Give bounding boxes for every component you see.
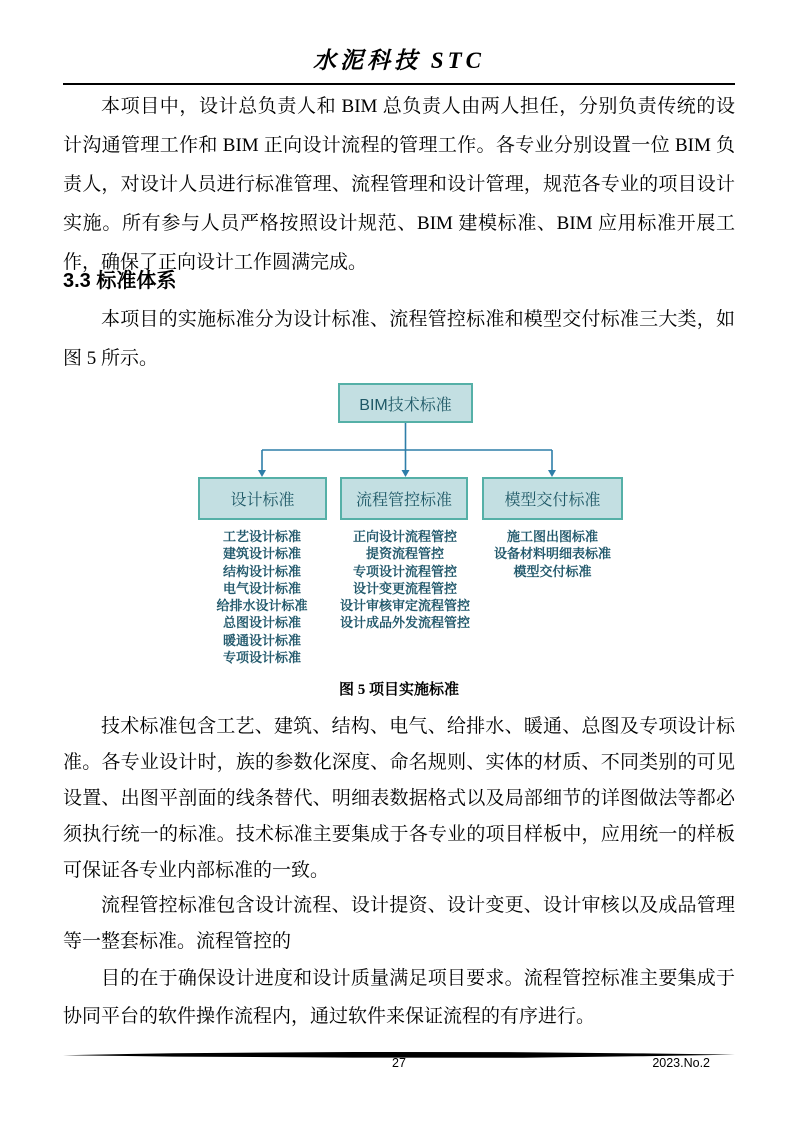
paragraph-process-purpose: 目的在于确保设计进度和设计质量满足项目要求。流程管控标准主要集成于协同平台的软件操作流程内，通过软件来保证流程的有序进行。 <box>63 968 735 1027</box>
issue-number: 2023.No.2 <box>652 1056 710 1070</box>
header-rule <box>63 83 735 85</box>
page-footer <box>63 1056 735 1076</box>
diagram-list-item: 结构设计标准 <box>222 563 301 579</box>
diagram-list-item: 设计成品外发流程管控 <box>339 615 470 631</box>
diagram-list-item: 专项设计流程管控 <box>352 563 457 579</box>
diagram-list-item: 专项设计标准 <box>222 650 301 666</box>
diagram-list-item: 总图设计标准 <box>222 615 301 631</box>
connector-stems <box>262 423 552 471</box>
diagram-list-item: 模型交付标准 <box>513 563 592 579</box>
paragraph-technical-standards: 技术标准包含工艺、建筑、结构、电气、给排水、暖通、总图及专项设计标准。各专业设计时，族的参数化深度、命名规则、实体的材质、不同类别的可见设置、出图平剖面的线条替代、明细表数据格式以及局部细节的详图做法等都必须执行统一的标准。技术标准主要集成于各专业的项目样板中，应用统一的样板可保证各专业内部标准的一致。 <box>63 716 735 881</box>
diagram-list-item: 设计审核审定流程管控 <box>339 598 470 614</box>
connector-arrowheads <box>258 470 556 477</box>
diagram-node-process-control-standards: 流程管控标准 <box>340 477 468 520</box>
diagram-list-item: 正向设计流程管控 <box>352 529 457 544</box>
diagram-list-item: 给排水设计标准 <box>216 598 308 614</box>
footer-rule <box>63 1046 735 1054</box>
diagram-list-item: 暖通设计标准 <box>222 632 301 648</box>
diagram-list-item: 工艺设计标准 <box>222 529 301 544</box>
paragraph-standards-intro: 本项目的实施标准分为设计标准、流程管控标准和模型交付标准三大类，如图 5 所示。 <box>63 309 735 369</box>
diagram-list-item: 设计变更流程管控 <box>352 580 457 596</box>
diagram-list-item: 提资流程管控 <box>365 546 444 562</box>
page-number: 27 <box>392 1056 406 1070</box>
diagram-root-node: BIM技术标准 <box>338 383 473 423</box>
diagram-list-item: 施工图出图标准 <box>506 529 598 544</box>
journal-title: 水泥科技 STC <box>313 48 485 73</box>
diagram-list-item: 建筑设计标准 <box>222 546 301 562</box>
diagram-node-design-standards: 设计标准 <box>198 477 327 520</box>
section-heading-3-3: 3.3 标准体系 <box>63 270 177 292</box>
diagram-list-item: 电气设计标准 <box>222 580 301 596</box>
process-control-standards-list <box>319 528 491 632</box>
figure-caption: 图 5 项目实施标准 <box>338 682 459 698</box>
figure-5-diagram <box>63 378 735 670</box>
paragraph-process-standards: 流程管控标准包含设计流程、设计提资、设计变更、设计审核以及成品管理等一整套标准。流程管控的 <box>63 895 735 952</box>
model-delivery-standards-list <box>475 528 630 580</box>
diagram-node-model-delivery-standards: 模型交付标准 <box>482 477 623 520</box>
paragraph-project-roles: 本项目中，设计总负责人和 BIM 总负责人由两人担任，分别负责传统的设计沟通管理工作和 BIM 正向设计流程的管理工作。各专业分别设置一位 BIM 负责人，对设计人员进行标准管理、流程管理和设计管理，规范各专业的项目设计实施。所有参与人员严格按照设计规范、BIM 建模标准、BIM 应用标准开展工作，确保了正向设计工作圆满完成。 <box>63 96 735 273</box>
diagram-list-item: 设备材料明细表标准 <box>493 546 611 562</box>
design-standards-list <box>186 528 338 666</box>
